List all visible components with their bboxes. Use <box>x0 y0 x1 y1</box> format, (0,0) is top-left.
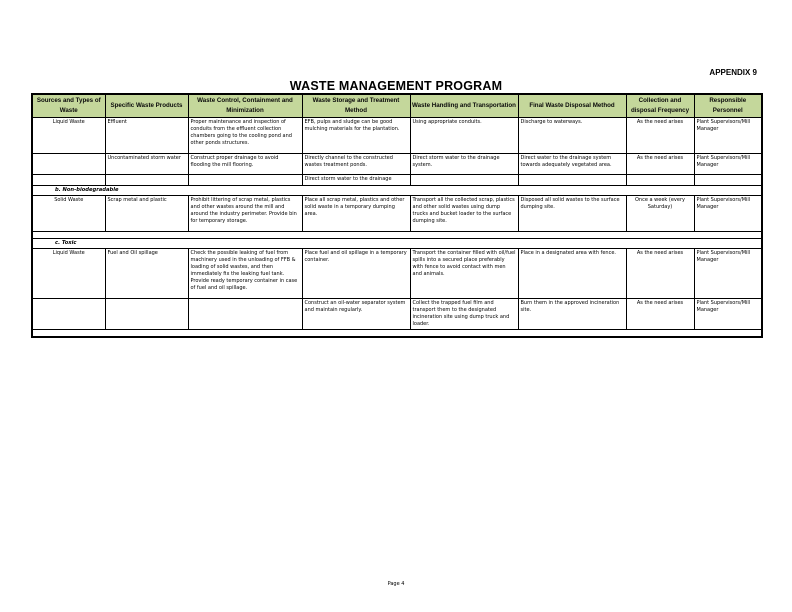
cell-personnel: Plant Supervisors/Mill Manager <box>694 249 762 299</box>
cell-control <box>188 299 302 330</box>
cell-personnel: Plant Supervisors/Mill Manager <box>694 299 762 330</box>
cell-product <box>105 175 188 186</box>
cell-control: Check the possible leaking of fuel from machinery used in the unloading of FFB & loading of solid wastes, and then immediately fix the leaking fuel tank. Provide ready temporary container in case of fuel and oil spillage. <box>188 249 302 299</box>
cell-personnel: Plant Supervisors/Mill Manager <box>694 154 762 175</box>
cell-control: Proper maintenance and inspection of conduits from the effluent collection chambers going to the cooling pond and other ponds structures. <box>188 118 302 154</box>
cell-product: Uncontaminated storm water <box>105 154 188 175</box>
header-specific-products: Specific Waste Products <box>105 94 188 118</box>
cell-disposal <box>518 175 626 186</box>
cell-disposal: Discharge to waterways. <box>518 118 626 154</box>
cell-handling: Collect the trapped fuel film and transport them to the designated incineration site using dump truck and loader. <box>410 299 518 330</box>
cell-personnel <box>694 175 762 186</box>
header-control: Waste Control, Containment and Minimization <box>188 94 302 118</box>
cell-frequency: Once a week (every Saturday) <box>626 196 694 232</box>
table-row <box>32 154 762 175</box>
table-row <box>32 175 762 186</box>
waste-management-table <box>31 93 763 338</box>
cell-frequency: As the need arises <box>626 118 694 154</box>
cell-disposal: Burn them in the approved incineration site. <box>518 299 626 330</box>
header-storage: Waste Storage and Treatment Method <box>302 94 410 118</box>
cell-handling: Using appropriate conduits. <box>410 118 518 154</box>
header-personnel: Responsible Personnel <box>694 94 762 118</box>
spacer-cell <box>32 232 762 239</box>
spacer-row <box>32 232 762 239</box>
cell-storage: Place fuel and oil spillage in a temporary container. <box>302 249 410 299</box>
page-number: Page 4 <box>387 581 405 587</box>
cell-product: Fuel and Oil spillage <box>105 249 188 299</box>
cell-storage: Directly channel to the constructed wastes treatment ponds. <box>302 154 410 175</box>
cell-personnel: Plant Supervisors/Mill Manager <box>694 196 762 232</box>
table-header-row <box>32 94 762 118</box>
page-title: WASTE MANAGEMENT PROGRAM <box>289 79 503 93</box>
cell-storage: Place all scrap metal, plastics and other solid waste in a temporary dumping area. <box>302 196 410 232</box>
table-row <box>32 249 762 299</box>
cell-frequency: As the need arises <box>626 299 694 330</box>
cell-control: Construct proper drainage to avoid flooding the mill flooring. <box>188 154 302 175</box>
section-row <box>32 239 762 249</box>
cell-source <box>32 154 105 175</box>
table-row <box>32 118 762 154</box>
header-disposal: Final Waste Disposal Method <box>518 94 626 118</box>
cell-personnel: Plant Supervisors/Mill Manager <box>694 118 762 154</box>
cell-storage: Construct an oil-water separator system and maintain regularly. <box>302 299 410 330</box>
cell-disposal: Direct water to the drainage system towards adequately vegetated area. <box>518 154 626 175</box>
cell-storage: Direct storm water to the drainage <box>302 175 410 186</box>
appendix-label: APPENDIX 9 <box>709 68 757 77</box>
cell-source: Liquid Waste <box>32 118 105 154</box>
table-row <box>32 299 762 330</box>
cell-handling: Transport all the collected scrap, plastics and other solid wastes using dump trucks and bucket loader to the surface dumping site. <box>410 196 518 232</box>
header-sources: Sources and Types of Waste <box>32 94 105 118</box>
cell-handling: Direct storm water to the drainage system. <box>410 154 518 175</box>
cell-handling: Transport the container filled with oil/fuel spills into a secured place preferably with fence to avoid contact with men and animals. <box>410 249 518 299</box>
spacer-cell <box>32 330 762 338</box>
cell-frequency <box>626 175 694 186</box>
table-body <box>32 118 762 338</box>
cell-source <box>32 299 105 330</box>
spacer-row <box>32 330 762 338</box>
cell-product: Effluent <box>105 118 188 154</box>
cell-source: Liquid Waste <box>32 249 105 299</box>
cell-disposal: Disposed all solid wastes to the surface dumping site. <box>518 196 626 232</box>
section-row <box>32 186 762 196</box>
cell-source: Solid Waste <box>32 196 105 232</box>
table-row <box>32 196 762 232</box>
cell-source <box>32 175 105 186</box>
section-heading: b. Non-biodegradable <box>32 186 762 196</box>
header-handling: Waste Handling and Transportation <box>410 94 518 118</box>
section-heading: c. Toxic <box>32 239 762 249</box>
cell-handling <box>410 175 518 186</box>
cell-frequency: As the need arises <box>626 154 694 175</box>
header-frequency: Collection and disposal Frequency <box>626 94 694 118</box>
cell-disposal: Place in a designated area with fence. <box>518 249 626 299</box>
cell-control: Prohibit littering of scrap metal, plastics and other wastes around the mill and around the industry perimeter. Provide bin for temporary storage. <box>188 196 302 232</box>
cell-frequency: As the need arises <box>626 249 694 299</box>
cell-storage: EFB, pulps and sludge can be good mulching materials for the plantation. <box>302 118 410 154</box>
cell-product: Scrap metal and plastic <box>105 196 188 232</box>
cell-product <box>105 299 188 330</box>
cell-control <box>188 175 302 186</box>
